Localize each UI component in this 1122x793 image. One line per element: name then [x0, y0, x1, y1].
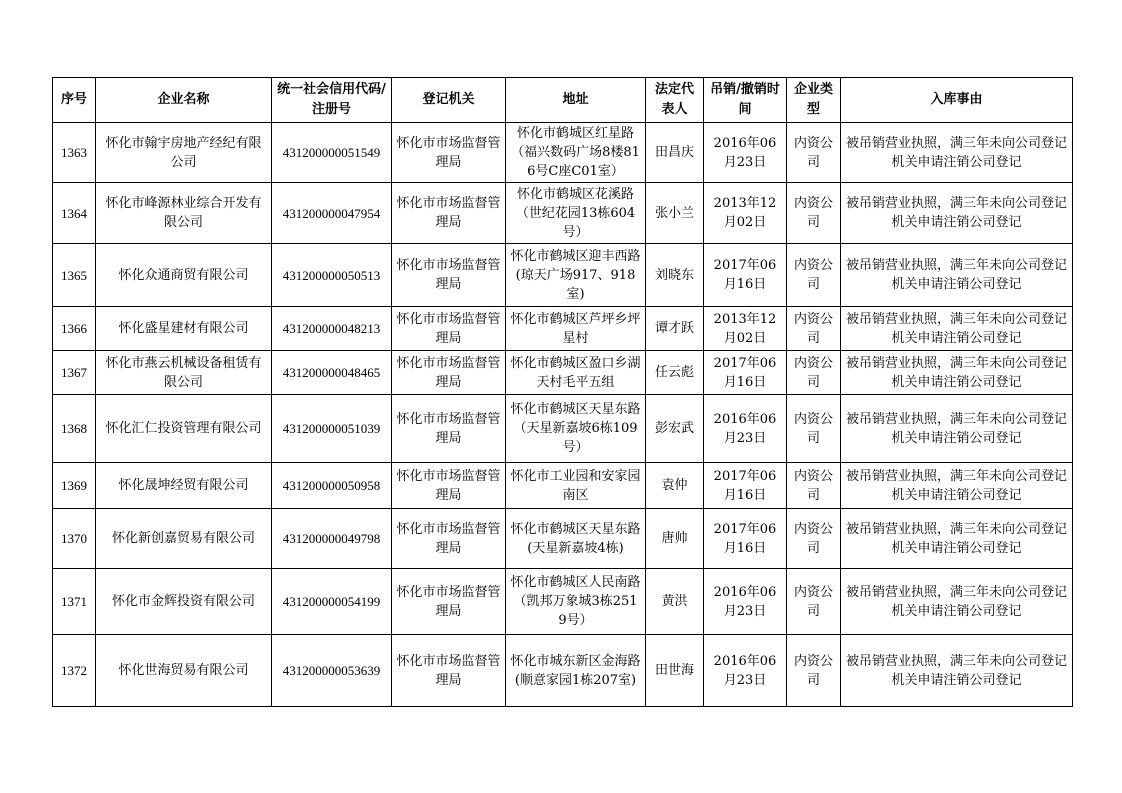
cell-credit-code: 431200000049798 — [272, 509, 392, 569]
header-authority: 登记机关 — [392, 78, 506, 123]
cell-reason: 被吊销营业执照，满三年未向公司登记机关申请注销公司登记 — [841, 395, 1073, 463]
cell-seq: 1371 — [53, 569, 96, 635]
cell-legal-rep: 任云彪 — [646, 351, 704, 395]
cell-legal-rep: 彭宏武 — [646, 395, 704, 463]
table-row — [53, 183, 1073, 244]
cell-authority: 怀化市市场监督管理局 — [392, 635, 506, 707]
cell-company-name: 怀化市燕云机械设备租赁有限公司 — [96, 351, 272, 395]
cell-legal-rep: 田世海 — [646, 635, 704, 707]
cell-revoke-date: 2017年06月16日 — [704, 463, 787, 509]
cell-seq: 1366 — [53, 307, 96, 351]
cell-company-name: 怀化市峰源林业综合开发有限公司 — [96, 183, 272, 244]
cell-address: 怀化市城东新区金海路(顺意家园1栋207室) — [506, 635, 646, 707]
cell-address: 怀化市鹤城区天星东路(天星新嘉坡4栋) — [506, 509, 646, 569]
cell-authority: 怀化市市场监督管理局 — [392, 463, 506, 509]
header-seq: 序号 — [53, 78, 96, 123]
cell-seq: 1364 — [53, 183, 96, 244]
cell-seq: 1372 — [53, 635, 96, 707]
cell-credit-code: 431200000053639 — [272, 635, 392, 707]
cell-legal-rep: 张小兰 — [646, 183, 704, 244]
table-row — [53, 635, 1073, 707]
table-row — [53, 569, 1073, 635]
cell-reason: 被吊销营业执照，满三年未向公司登记机关申请注销公司登记 — [841, 183, 1073, 244]
header-legal-rep: 法定代表人 — [646, 78, 704, 123]
cell-legal-rep: 袁仲 — [646, 463, 704, 509]
cell-reason: 被吊销营业执照，满三年未向公司登记机关申请注销公司登记 — [841, 351, 1073, 395]
cell-legal-rep: 黄洪 — [646, 569, 704, 635]
cell-revoke-date: 2017年06月16日 — [704, 244, 787, 307]
cell-address: 怀化市鹤城区人民南路（凯邦万象城3栋2519号） — [506, 569, 646, 635]
cell-company-name: 怀化世海贸易有限公司 — [96, 635, 272, 707]
cell-company-type: 内资公司 — [787, 569, 841, 635]
cell-address: 怀化市鹤城区迎丰西路(琼天广场917、918室) — [506, 244, 646, 307]
cell-company-name: 怀化市翰宇房地产经纪有限公司 — [96, 123, 272, 183]
cell-legal-rep: 田昌庆 — [646, 123, 704, 183]
cell-company-type: 内资公司 — [787, 307, 841, 351]
table-row — [53, 509, 1073, 569]
cell-seq: 1368 — [53, 395, 96, 463]
cell-authority: 怀化市市场监督管理局 — [392, 509, 506, 569]
cell-authority: 怀化市市场监督管理局 — [392, 351, 506, 395]
table-row — [53, 351, 1073, 395]
header-address: 地址 — [506, 78, 646, 123]
cell-legal-rep: 唐帅 — [646, 509, 704, 569]
cell-company-type: 内资公司 — [787, 395, 841, 463]
cell-address: 怀化市鹤城区天星东路（天星新嘉坡6栋109号） — [506, 395, 646, 463]
cell-company-name: 怀化汇仁投资管理有限公司 — [96, 395, 272, 463]
cell-company-name: 怀化众通商贸有限公司 — [96, 244, 272, 307]
cell-legal-rep: 谭才跃 — [646, 307, 704, 351]
header-company-name: 企业名称 — [96, 78, 272, 123]
cell-authority: 怀化市市场监督管理局 — [392, 307, 506, 351]
cell-revoke-date: 2013年12月02日 — [704, 183, 787, 244]
cell-company-name: 怀化盛星建材有限公司 — [96, 307, 272, 351]
cell-authority: 怀化市市场监督管理局 — [392, 183, 506, 244]
cell-seq: 1367 — [53, 351, 96, 395]
cell-address: 怀化市鹤城区花溪路（世纪花园13栋604号） — [506, 183, 646, 244]
cell-reason: 被吊销营业执照，满三年未向公司登记机关申请注销公司登记 — [841, 635, 1073, 707]
cell-credit-code: 431200000051039 — [272, 395, 392, 463]
header-credit-code: 统一社会信用代码/注册号 — [272, 78, 392, 123]
cell-authority: 怀化市市场监督管理局 — [392, 569, 506, 635]
cell-revoke-date: 2016年06月23日 — [704, 395, 787, 463]
cell-revoke-date: 2017年06月16日 — [704, 351, 787, 395]
table-row — [53, 123, 1073, 183]
cell-company-name: 怀化市金辉投资有限公司 — [96, 569, 272, 635]
cell-address: 怀化市鹤城区盈口乡湖天村毛平五组 — [506, 351, 646, 395]
cell-authority: 怀化市市场监督管理局 — [392, 244, 506, 307]
cell-address: 怀化市鹤城区芦坪乡坪星村 — [506, 307, 646, 351]
cell-company-type: 内资公司 — [787, 463, 841, 509]
revoked-companies-table — [52, 77, 1073, 707]
cell-credit-code: 431200000048465 — [272, 351, 392, 395]
table-header-row — [53, 78, 1073, 123]
cell-company-name: 怀化新创嘉贸易有限公司 — [96, 509, 272, 569]
cell-company-type: 内资公司 — [787, 635, 841, 707]
cell-address: 怀化市工业园和安家园南区 — [506, 463, 646, 509]
cell-revoke-date: 2016年06月23日 — [704, 569, 787, 635]
header-company-type: 企业类型 — [787, 78, 841, 123]
cell-credit-code: 431200000047954 — [272, 183, 392, 244]
table-row — [53, 395, 1073, 463]
cell-reason: 被吊销营业执照，满三年未向公司登记机关申请注销公司登记 — [841, 569, 1073, 635]
cell-revoke-date: 2016年06月23日 — [704, 123, 787, 183]
cell-seq: 1365 — [53, 244, 96, 307]
cell-company-type: 内资公司 — [787, 123, 841, 183]
cell-seq: 1369 — [53, 463, 96, 509]
cell-seq: 1363 — [53, 123, 96, 183]
cell-revoke-date: 2016年06月23日 — [704, 635, 787, 707]
cell-company-type: 内资公司 — [787, 244, 841, 307]
table-row — [53, 244, 1073, 307]
cell-credit-code: 431200000054199 — [272, 569, 392, 635]
cell-legal-rep: 刘晓东 — [646, 244, 704, 307]
cell-address: 怀化市鹤城区红星路（福兴数码广场8楼816号C座C01室） — [506, 123, 646, 183]
cell-credit-code: 431200000048213 — [272, 307, 392, 351]
table-row — [53, 307, 1073, 351]
cell-credit-code: 431200000050513 — [272, 244, 392, 307]
header-reason: 入库事由 — [841, 78, 1073, 123]
cell-reason: 被吊销营业执照，满三年未向公司登记机关申请注销公司登记 — [841, 509, 1073, 569]
cell-reason: 被吊销营业执照，满三年未向公司登记机关申请注销公司登记 — [841, 244, 1073, 307]
cell-revoke-date: 2013年12月02日 — [704, 307, 787, 351]
cell-reason: 被吊销营业执照，满三年未向公司登记机关申请注销公司登记 — [841, 463, 1073, 509]
cell-company-name: 怀化晟坤经贸有限公司 — [96, 463, 272, 509]
cell-reason: 被吊销营业执照，满三年未向公司登记机关申请注销公司登记 — [841, 123, 1073, 183]
cell-credit-code: 431200000050958 — [272, 463, 392, 509]
cell-company-type: 内资公司 — [787, 183, 841, 244]
cell-company-type: 内资公司 — [787, 351, 841, 395]
cell-authority: 怀化市市场监督管理局 — [392, 395, 506, 463]
cell-revoke-date: 2017年06月16日 — [704, 509, 787, 569]
cell-company-type: 内资公司 — [787, 509, 841, 569]
cell-seq: 1370 — [53, 509, 96, 569]
cell-credit-code: 431200000051549 — [272, 123, 392, 183]
cell-reason: 被吊销营业执照，满三年未向公司登记机关申请注销公司登记 — [841, 307, 1073, 351]
cell-authority: 怀化市市场监督管理局 — [392, 123, 506, 183]
header-revoke-date: 吊销/撤销时间 — [704, 78, 787, 123]
table-row — [53, 463, 1073, 509]
